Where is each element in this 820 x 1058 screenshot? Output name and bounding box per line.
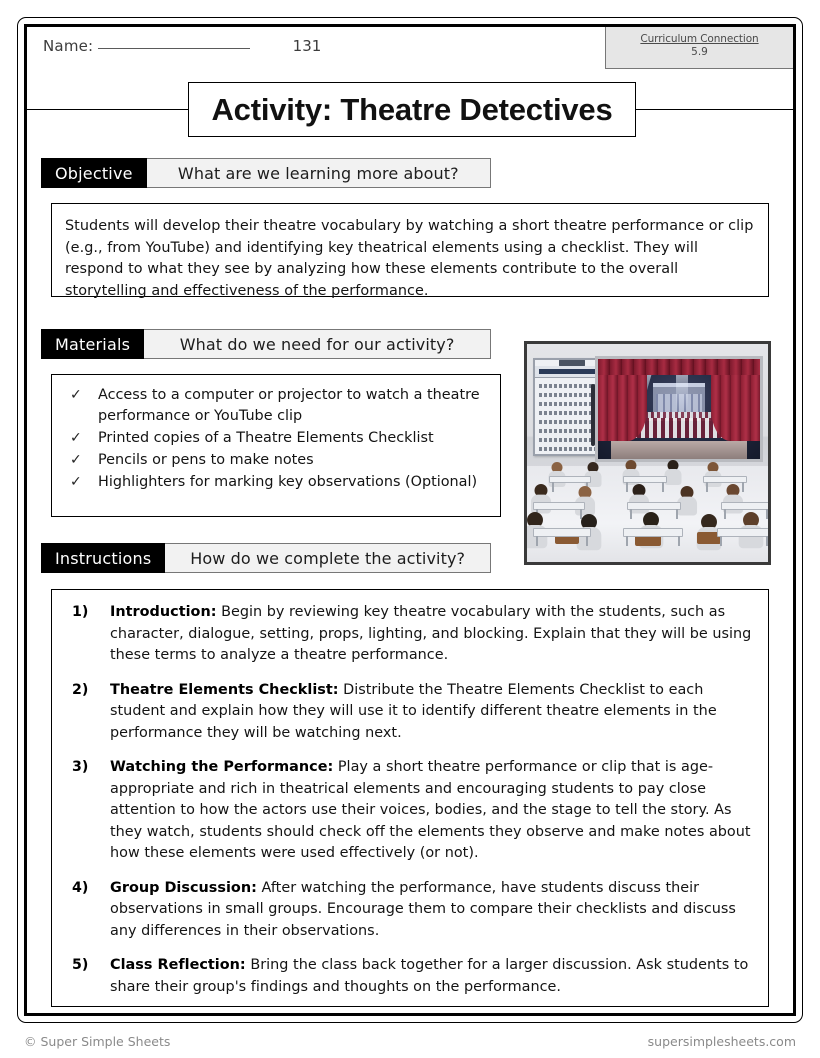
step-title: Class Reflection: — [110, 957, 246, 973]
step-text: Begin by reviewing key theatre vocabulary with the students, such as character, dialogue, setting, props, lighting, and blocking. Explain that they will be using these terms to analyze a theatre performance. — [110, 604, 752, 663]
step-text: Play a short theatre performance or clip that is age-appropriate and rich in theatrical elements and encouraging students to pay close attention to how the actors use their voices, bodies, and the stage to tell the story. As they watch, students should check off the elements they observe and make notes about how these elements were used effectively (or not). — [110, 759, 751, 861]
materials-section-header — [41, 329, 491, 359]
worksheet-page — [24, 24, 796, 1016]
list-item — [64, 450, 488, 471]
materials-box — [51, 374, 501, 517]
materials-tag: Materials — [41, 329, 144, 359]
stage-floor — [611, 441, 747, 459]
materials-question: What do we need for our activity? — [144, 329, 491, 359]
instruction-step — [64, 955, 752, 998]
page-header — [27, 27, 793, 67]
desk — [623, 476, 667, 483]
instructions-tag: Instructions — [41, 543, 165, 573]
step-number: 1) — [72, 604, 89, 620]
stage-curtain-valance — [598, 359, 760, 375]
instructions-question: How do we complete the activity? — [165, 543, 491, 573]
step-number: 2) — [72, 681, 89, 698]
website-link[interactable]: supersimplesheets.com — [647, 1034, 796, 1049]
desk — [703, 476, 747, 483]
checkmark-icon: ✓ — [70, 452, 82, 468]
wall-screen — [595, 356, 763, 462]
activity-title-box — [188, 82, 636, 137]
instruction-step — [64, 757, 752, 865]
objective-section-header — [41, 158, 491, 188]
checkmark-icon: ✓ — [70, 430, 82, 446]
step-number: 3) — [72, 759, 89, 775]
page-title: Activity: Theatre Detectives — [211, 91, 613, 127]
curriculum-connection-badge — [605, 27, 793, 69]
list-item — [64, 472, 488, 493]
instructions-box — [51, 589, 769, 1007]
desk — [549, 476, 591, 483]
instruction-step — [64, 680, 752, 745]
title-band — [27, 82, 793, 138]
checkmark-icon: ✓ — [70, 387, 82, 403]
objective-question: What are we learning more about? — [147, 158, 491, 188]
curriculum-connection-label: Curriculum Connection — [640, 33, 759, 45]
desk — [533, 528, 591, 537]
step-title: Theatre Elements Checklist: — [110, 681, 339, 698]
copyright-text: © Super Simple Sheets — [24, 1034, 171, 1049]
instructions-section-header — [41, 543, 491, 573]
instruction-step — [64, 878, 752, 943]
step-text: Distribute the Theatre Elements Checklist to each student and explain how they will use it to identify different theatre elements in the performance they will be watching next. — [110, 681, 717, 741]
curriculum-connection-code: 5.9 — [691, 46, 708, 58]
step-text: Bring the class back together for a larger discussion. Ask students to share their group's findings and thoughts on the performance. — [110, 957, 749, 995]
desk — [623, 528, 683, 537]
step-title: Group Discussion: — [110, 879, 257, 896]
material-label: Highlighters for marking key observations (Optional) — [98, 474, 478, 490]
objective-box — [51, 203, 769, 297]
material-label: Printed copies of a Theatre Elements Checklist — [98, 430, 434, 446]
page-number: 131 — [292, 37, 322, 55]
desk — [721, 502, 771, 510]
checkmark-icon: ✓ — [70, 474, 82, 490]
step-number: 5) — [72, 957, 89, 973]
objective-text: Students will develop their theatre vocabulary by watching a short theatre performance or clip (e.g., from YouTube) and identifying key theatrical elements using a checklist. They will respond to what they see by analyzing how these elements contribute to the overall storytelling and effectiveness of the performance. — [65, 218, 754, 299]
step-number: 4) — [72, 879, 89, 896]
material-label: Access to a computer or projector to watch a theatre performance or YouTube clip — [98, 387, 480, 424]
material-label: Pencils or pens to make notes — [98, 452, 314, 468]
step-title: Watching the Performance: — [110, 759, 334, 775]
name-label-text: Name: — [43, 37, 94, 55]
step-text: After watching the performance, have students discuss their observations in small groups. Encourage them to compare their checklists and discuss any differences in their observations. — [110, 879, 736, 939]
list-item — [64, 385, 488, 427]
page-footer — [24, 1034, 796, 1049]
desk — [627, 502, 681, 510]
step-title: Introduction: — [110, 604, 217, 620]
desk — [717, 528, 771, 537]
list-item — [64, 428, 488, 449]
instructions-list — [52, 590, 768, 1008]
classroom-theatre-illustration — [524, 341, 771, 565]
materials-list — [52, 375, 500, 502]
instruction-step — [64, 602, 752, 667]
objective-tag: Objective — [41, 158, 147, 188]
desk — [533, 502, 585, 510]
